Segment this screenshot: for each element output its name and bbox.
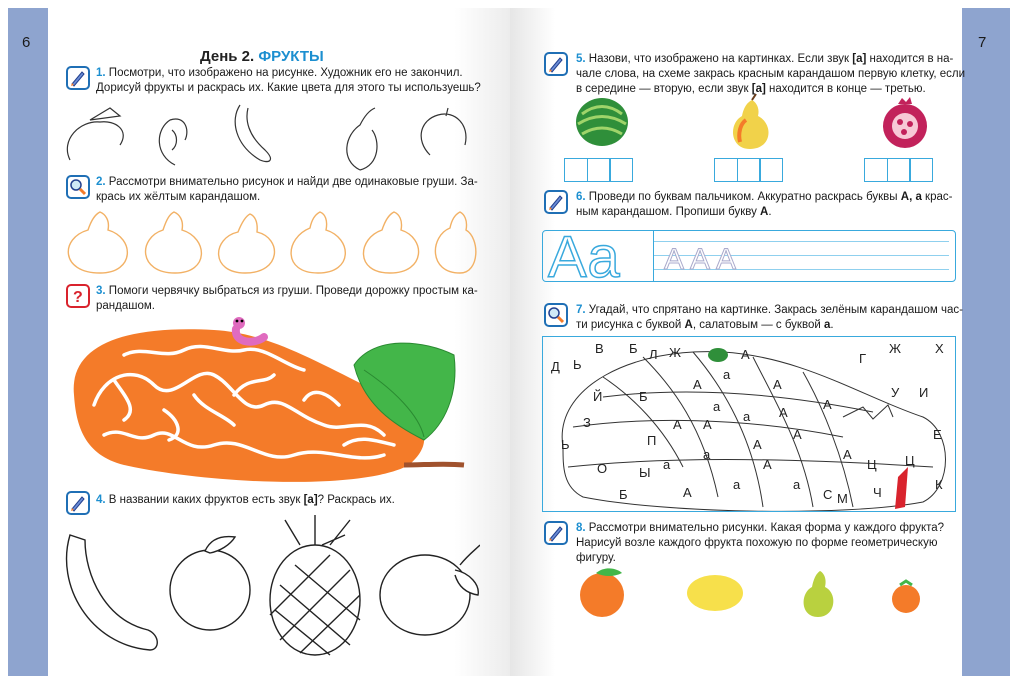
task-5-line-3b: находится в конце — третью. [765, 83, 926, 95]
puzzle-letter: Ц [905, 453, 915, 468]
puzzle-letter: Ж [889, 341, 902, 356]
puzzle-letter: Е [933, 427, 942, 442]
task-3-line-1: Помоги червячку выбраться из груши. Проведи дорожку простым ка- [108, 285, 478, 297]
question-icon [66, 284, 90, 308]
sound-scheme-2[interactable] [714, 158, 782, 182]
magnifier-icon [544, 303, 568, 327]
pencil-icon [66, 66, 90, 90]
puzzle-letter: Х [935, 341, 944, 356]
task-5-line-1a: Назови, что изображено на картинках. Если звук [588, 53, 853, 65]
task-7-cap: А [684, 319, 693, 331]
puzzle-letter: А [693, 377, 702, 392]
trace-letter-1: А [664, 243, 685, 276]
task-8-line-2: Нарисуй возле каждого фрукта похожую по форме геометрическую [576, 537, 938, 549]
sound-scheme-1[interactable] [564, 158, 632, 182]
puzzle-letter: У [891, 385, 900, 400]
page-title [200, 48, 324, 65]
puzzle-letter: А [753, 437, 762, 452]
right-margin-band [960, 8, 1010, 676]
puzzle-letter: П [647, 433, 657, 448]
puzzle-letter: Ж [669, 345, 682, 360]
task-5-line-3a: в середине — вторую, если звук [576, 83, 752, 95]
puzzle-letter: а [743, 409, 751, 424]
task-4-sound: [а] [303, 494, 318, 506]
task-7-line-2a: ти рисунка с буквой [576, 319, 685, 331]
trace-letter-3: А [716, 243, 737, 276]
task-6-line-1b: крас- [921, 191, 953, 203]
puzzle-letter: Ц [867, 457, 877, 472]
task-6-number: 6. [576, 191, 586, 203]
puzzle-letter: А [763, 457, 772, 472]
worm [233, 317, 264, 342]
puzzle-letter: Г [859, 351, 867, 366]
hidden-picture-puzzle[interactable] [542, 336, 956, 512]
task-8-number: 8. [576, 522, 586, 534]
task-3-number: 3. [96, 285, 106, 297]
task-1-line-1: Посмотри, что изображено на рисунке. Художник его не закончил. [108, 67, 463, 79]
puzzle-letter: а [663, 457, 671, 472]
task-6-letters: А, а [900, 191, 922, 203]
task-7-low: а [823, 319, 831, 331]
title-accent: ФРУКТЫ [258, 48, 324, 65]
puzzle-letter: И [919, 385, 929, 400]
task-1-line-2: Дорисуй фрукты и раскрась их. Какие цвета для этого ты используешь? [96, 82, 481, 94]
pears-outline-row [60, 208, 480, 280]
page-number-right: 7 [978, 34, 987, 51]
task-7-text [576, 303, 963, 333]
puzzle-lines [543, 337, 956, 512]
task-2-number: 2. [96, 176, 106, 188]
task-8-line-1: Рассмотри внимательно рисунки. Какая форма у каждого фрукта? [588, 522, 945, 534]
puzzle-letter: Л [649, 347, 658, 362]
task-7-line-1: Угадай, что спрятано на картинке. Закрась зелёным карандашом час- [588, 304, 963, 316]
pencil-icon [544, 190, 568, 214]
puzzle-letter: Ь [573, 357, 582, 372]
unfinished-fruits-drawing [60, 100, 500, 172]
task-8-line-3: фигуру. [576, 552, 616, 564]
puzzle-letter: С [823, 487, 833, 502]
puzzle-letter: А [843, 447, 852, 462]
pencil-icon [544, 521, 568, 545]
task-4-number: 4. [96, 494, 106, 506]
sound-scheme-3[interactable] [864, 158, 932, 182]
puzzle-letter: Ч [873, 485, 882, 500]
puzzle-letter: Б [629, 341, 638, 356]
task-4-line-b: ? Раскрась их. [317, 494, 395, 506]
svg-text:?: ? [73, 289, 83, 306]
task-5-sound: [а] [852, 53, 867, 65]
puzzle-letter: Д [551, 359, 560, 374]
task-1-text [96, 66, 481, 96]
task-7-line-2c: . [830, 319, 834, 331]
task-5-line-1b: находится в на- [866, 53, 954, 65]
task-2-line-1: Рассмотри внимательно рисунок и найди две одинаковые груши. За- [108, 176, 478, 188]
puzzle-letter: а [713, 399, 721, 414]
puzzle-letter: А [683, 485, 692, 500]
puzzle-letter: Б [619, 487, 628, 502]
puzzle-letter: а [723, 367, 731, 382]
puzzle-letter: Б [639, 389, 648, 404]
task-1-number: 1. [96, 67, 106, 79]
task-7-line-2b: , салатовым — с буквой [692, 319, 824, 331]
magnifier-icon [66, 175, 90, 199]
task-4-text [96, 493, 395, 508]
puzzle-letter: А [703, 417, 712, 432]
task-8-fruits [570, 565, 940, 621]
puzzle-letter: А [741, 347, 750, 362]
puzzle-letter: В [595, 341, 604, 356]
puzzle-letter: Ы [639, 465, 651, 480]
pencil-icon [66, 491, 90, 515]
task-8-text [576, 521, 944, 566]
puzzle-letter: А [793, 427, 802, 442]
task-5-sound-2: [а] [751, 83, 766, 95]
task-5-text [576, 52, 965, 97]
puzzle-letter: Ь [561, 437, 570, 452]
task-5-number: 5. [576, 53, 586, 65]
puzzle-letter: А [823, 397, 832, 412]
puzzle-letter: а [793, 477, 801, 492]
task-3-text [96, 284, 478, 314]
puzzle-letter: К [935, 477, 943, 492]
coloring-fruits [60, 515, 480, 665]
task-6-line-1a: Проведи по буквам пальчиком. Аккуратно раскрась буквы [588, 191, 901, 203]
puzzle-letter: О [597, 461, 608, 476]
task-2-line-2: крась их жёлтым карандашом. [96, 191, 261, 203]
puzzle-letter: а [703, 447, 711, 462]
puzzle-letter: З [583, 415, 591, 430]
trace-letter-2: А [690, 243, 711, 276]
task-7-number: 7. [576, 304, 586, 316]
puzzle-letter: М [837, 491, 848, 506]
puzzle-letter: А [673, 417, 682, 432]
task-6-line-2b: . [768, 206, 772, 218]
task-5-line-2: чале слова, на схеме закрась красным карандашом первую клетку, если [576, 68, 966, 80]
outline-letters-aa: Аа [548, 225, 620, 290]
pear-maze [64, 315, 474, 487]
pencil-icon [544, 52, 568, 76]
puzzle-letter: А [773, 377, 782, 392]
task-2-text [96, 175, 478, 205]
task-5-fruits [570, 94, 940, 152]
task-4-line-a: В названии каких фруктов есть звук [108, 494, 304, 506]
puzzle-letter: а [733, 477, 741, 492]
task-3-line-2: рандашом. [96, 300, 155, 312]
task-6-line-2a: ным карандашом. Пропиши букву [576, 206, 761, 218]
task-6-text [576, 190, 952, 220]
left-margin-band [8, 8, 52, 676]
puzzle-letter: Й [593, 389, 603, 404]
title-prefix: День 2. [200, 48, 255, 65]
task-6-letter: А [760, 206, 769, 218]
puzzle-letter: А [779, 405, 788, 420]
page-number-left: 6 [22, 34, 31, 51]
